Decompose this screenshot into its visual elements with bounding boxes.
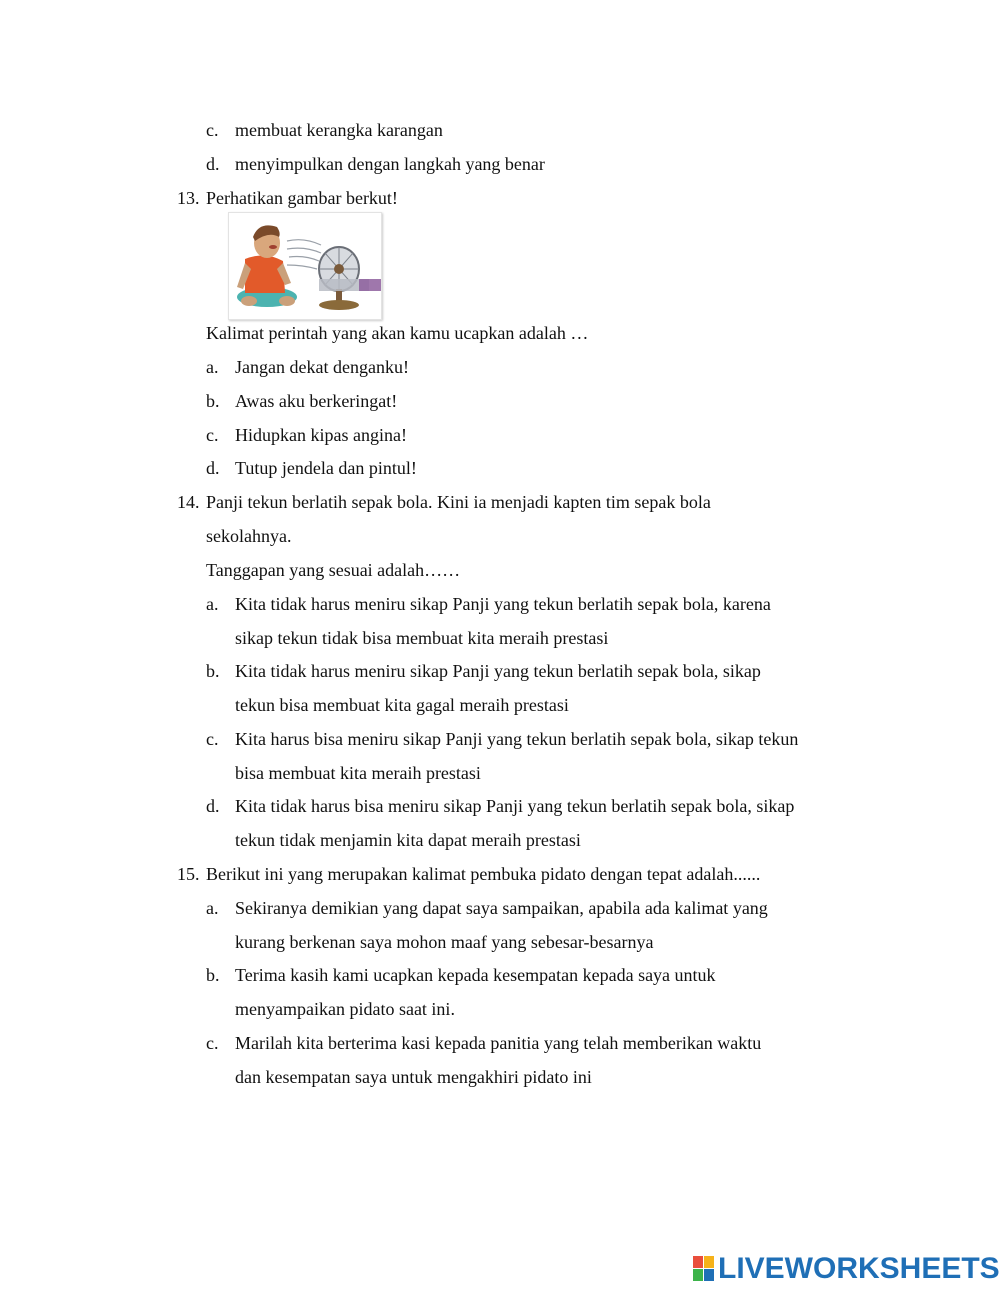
q15-option-c-line1[interactable]: Marilah kita berterima kasi kepada panitia yang telah memberikan waktu (235, 1033, 762, 1053)
q14-option-a-line1[interactable]: Kita tidak harus meniru sikap Panji yang tekun berlatih sepak bola, karena (235, 594, 771, 614)
q14-option-b-letter: b. (206, 661, 220, 681)
q12-option-c-letter: c. (206, 120, 219, 140)
q12-option-d-text: menyimpulkan dengan langkah yang benar (235, 154, 545, 174)
liveworksheets-logo (693, 1252, 1000, 1286)
q14-option-d-letter: d. (206, 796, 220, 816)
q13-number: 13. (177, 188, 200, 208)
q15-option-a-letter: a. (206, 898, 219, 918)
liveworksheets-logo-icon (693, 1256, 715, 1282)
q13-option-b-text[interactable]: Awas aku berkeringat! (235, 391, 398, 411)
q14-option-c-letter: c. (206, 729, 219, 749)
q13-option-b-letter: b. (206, 391, 220, 411)
q12-option-c-text: membuat kerangka karangan (235, 120, 443, 140)
q14-option-d-line2[interactable]: tekun tidak menjamin kita dapat meraih prestasi (235, 830, 581, 850)
q13-option-d-text[interactable]: Tutup jendela dan pintul! (235, 458, 417, 478)
q14-option-c-line2[interactable]: bisa membuat kita meraih prestasi (235, 763, 481, 783)
q13-option-c-letter: c. (206, 425, 219, 445)
q14-option-d-line1[interactable]: Kita tidak harus bisa meniru sikap Panji yang tekun berlatih sepak bola, sikap (235, 796, 795, 816)
q14-prompt-line1: Panji tekun berlatih sepak bola. Kini ia menjadi kapten tim sepak bola (206, 492, 711, 512)
q13-option-a-letter: a. (206, 357, 219, 377)
liveworksheets-logo-text: LIVEWORKSHEETS (718, 1252, 1000, 1285)
q15-option-b-line1[interactable]: Terima kasih kami ucapkan kepada kesempatan kepada saya untuk (235, 965, 716, 985)
q15-option-b-line2[interactable]: menyampaikan pidato saat ini. (235, 999, 455, 1019)
q12-option-d-letter: d. (206, 154, 220, 174)
q15-option-a-line1[interactable]: Sekiranya demikian yang dapat saya sampaikan, apabila ada kalimat yang (235, 898, 768, 918)
q13-prompt: Perhatikan gambar berkut! (206, 188, 398, 208)
q14-option-b-line2[interactable]: tekun bisa membuat kita gagal meraih prestasi (235, 695, 569, 715)
q13-option-c-text[interactable]: Hidupkan kipas angina! (235, 425, 407, 445)
q13-option-d-letter: d. (206, 458, 220, 478)
q15-option-a-line2[interactable]: kurang berkenan saya mohon maaf yang sebesar-besarnya (235, 932, 654, 952)
boy-with-fan-illustration (228, 212, 382, 320)
q14-question: Tanggapan yang sesuai adalah…… (206, 560, 461, 580)
q14-option-b-line1[interactable]: Kita tidak harus meniru sikap Panji yang tekun berlatih sepak bola, sikap (235, 661, 761, 681)
q15-prompt: Berikut ini yang merupakan kalimat pembuka pidato dengan tepat adalah...... (206, 864, 761, 884)
q13-question: Kalimat perintah yang akan kamu ucapkan adalah … (206, 323, 589, 343)
q13-option-a-text[interactable]: Jangan dekat denganku! (235, 357, 409, 377)
q15-number: 15. (177, 864, 200, 884)
q14-option-a-line2[interactable]: sikap tekun tidak bisa membuat kita meraih prestasi (235, 628, 609, 648)
q14-option-a-letter: a. (206, 594, 219, 614)
q15-option-b-letter: b. (206, 965, 220, 985)
q15-option-c-line2[interactable]: dan kesempatan saya untuk mengakhiri pidato ini (235, 1067, 592, 1087)
q14-prompt-line2: sekolahnya. (206, 526, 292, 546)
q15-option-c-letter: c. (206, 1033, 219, 1053)
q14-number: 14. (177, 492, 200, 512)
q14-option-c-line1[interactable]: Kita harus bisa meniru sikap Panji yang tekun berlatih sepak bola, sikap tekun (235, 729, 799, 749)
